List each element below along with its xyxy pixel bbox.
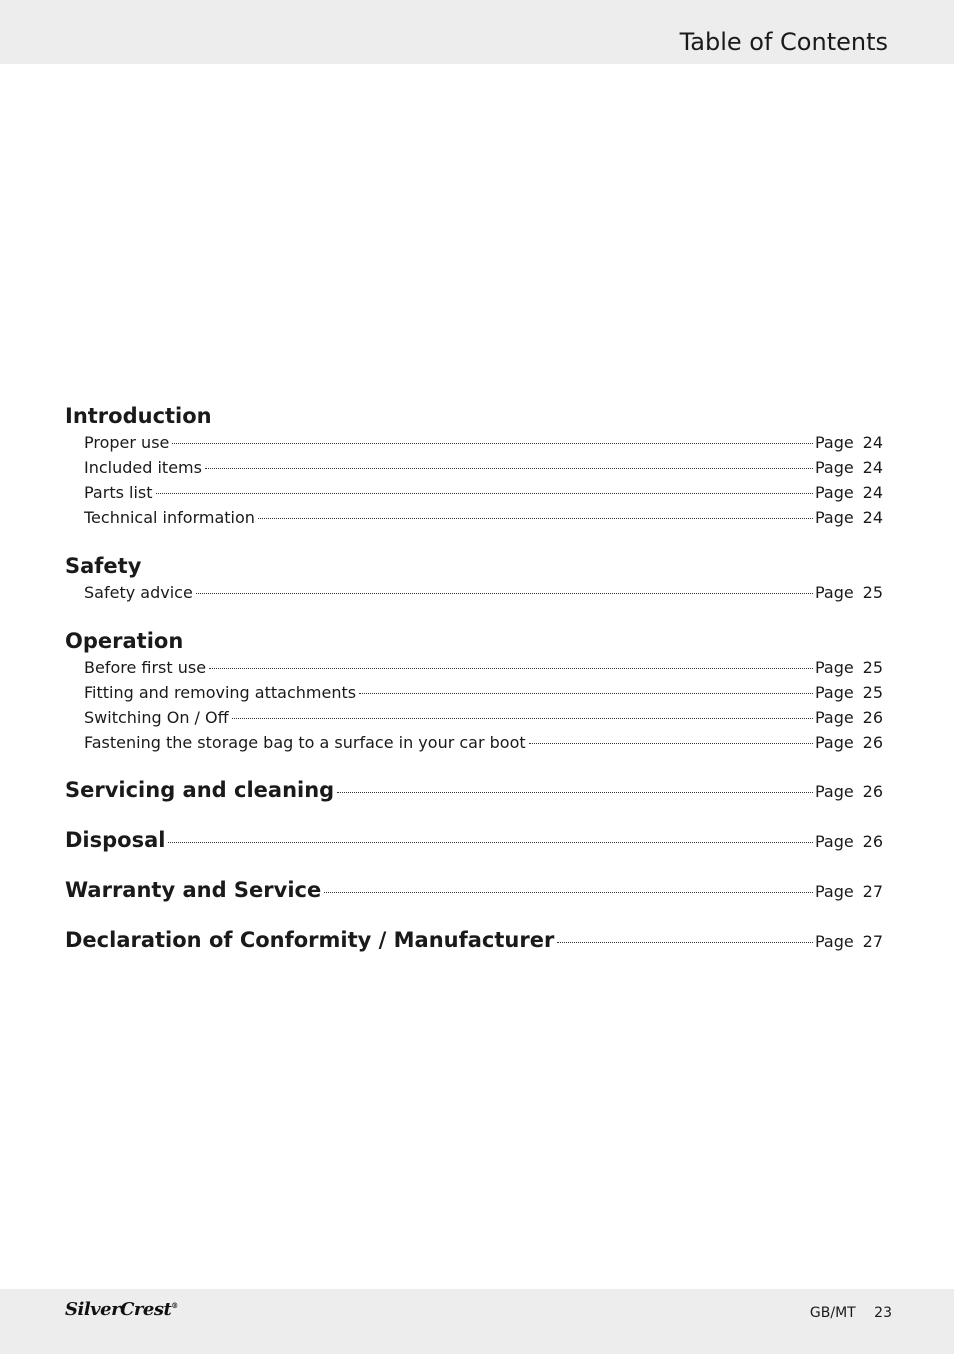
toc-entry-label: Safety advice [84, 583, 193, 602]
section-title: Safety [65, 554, 142, 578]
toc-entry-label: Switching On / Off [84, 708, 229, 727]
toc-entry[interactable] [65, 655, 883, 680]
dot-leader [337, 792, 813, 793]
page-word: Page [815, 458, 854, 477]
toc-main-entry-label: Disposal [65, 828, 166, 852]
toc-section-operation [65, 627, 883, 755]
page-word: Page [815, 433, 854, 452]
dot-leader [258, 518, 813, 519]
dot-leader [196, 593, 813, 594]
page-number: 25 [862, 683, 883, 702]
page-word: Page [815, 832, 854, 851]
toc-main-entry-label: Warranty and Service [65, 878, 322, 902]
toc-main-entry-label: Servicing and cleaning [65, 778, 335, 802]
page-number-footer: 23 [874, 1305, 892, 1321]
toc-entry-label: Technical information [84, 508, 255, 527]
page-number: 26 [862, 708, 883, 727]
dot-leader [172, 443, 813, 444]
dot-leader [529, 743, 813, 744]
toc-main-entry[interactable] [65, 925, 883, 955]
toc-entry-label: Parts list [84, 483, 153, 502]
toc-entry-label: Included items [84, 458, 202, 477]
page-number: 26 [862, 733, 883, 752]
page-number: 24 [862, 508, 883, 527]
page-word: Page [815, 483, 854, 502]
dot-leader [209, 668, 813, 669]
page-word: Page [815, 508, 854, 527]
brand-name: SilverCrest [65, 1299, 172, 1320]
toc-entry[interactable] [65, 730, 883, 755]
toc-entry[interactable] [65, 430, 883, 455]
page-title: Table of Contents [679, 28, 888, 56]
page-number: 24 [862, 483, 883, 502]
page-number: 24 [862, 458, 883, 477]
toc-main-entry[interactable] [65, 875, 883, 905]
dot-leader [359, 693, 813, 694]
toc-entry[interactable] [65, 680, 883, 705]
toc-section-introduction [65, 402, 883, 530]
toc-section-safety [65, 552, 883, 605]
toc-entry[interactable] [65, 580, 883, 605]
toc-entry[interactable] [65, 505, 883, 530]
footer-page-info [810, 1305, 892, 1321]
page-word: Page [815, 782, 854, 801]
page-number: 27 [862, 882, 883, 901]
toc-entry-label: Fastening the storage bag to a surface in your car boot [84, 733, 526, 752]
table-of-contents [65, 402, 883, 955]
page-word: Page [815, 708, 854, 727]
page-number: 26 [862, 832, 883, 851]
brand-logo [65, 1299, 178, 1320]
section-title: Operation [65, 629, 184, 653]
toc-entry-label: Fitting and removing attachments [84, 683, 357, 702]
dot-leader [324, 892, 813, 893]
registered-mark: ® [171, 1301, 178, 1310]
dot-leader [557, 942, 813, 943]
page-word: Page [815, 583, 854, 602]
page-word: Page [815, 932, 854, 951]
page-number: 24 [862, 433, 883, 452]
language-code: GB/MT [809, 1305, 856, 1321]
page-word: Page [815, 683, 854, 702]
dot-leader [156, 493, 813, 494]
toc-entry[interactable] [65, 705, 883, 730]
toc-entry[interactable] [65, 455, 883, 480]
page-number: 25 [862, 658, 883, 677]
dot-leader [168, 842, 813, 843]
page-number: 25 [862, 583, 883, 602]
page-number: 26 [862, 782, 883, 801]
page-word: Page [815, 733, 854, 752]
toc-main-entry[interactable] [65, 825, 883, 855]
page-number: 27 [862, 932, 883, 951]
dot-leader [205, 468, 813, 469]
page-word: Page [815, 658, 854, 677]
page-word: Page [815, 882, 854, 901]
section-title: Introduction [65, 404, 212, 428]
toc-main-entry[interactable] [65, 775, 883, 805]
toc-entry-label: Proper use [84, 433, 170, 452]
toc-entry[interactable] [65, 480, 883, 505]
toc-main-entry-label: Declaration of Conformity / Manufacturer [65, 928, 555, 952]
toc-entry-label: Before first use [84, 658, 207, 677]
dot-leader [232, 718, 813, 719]
